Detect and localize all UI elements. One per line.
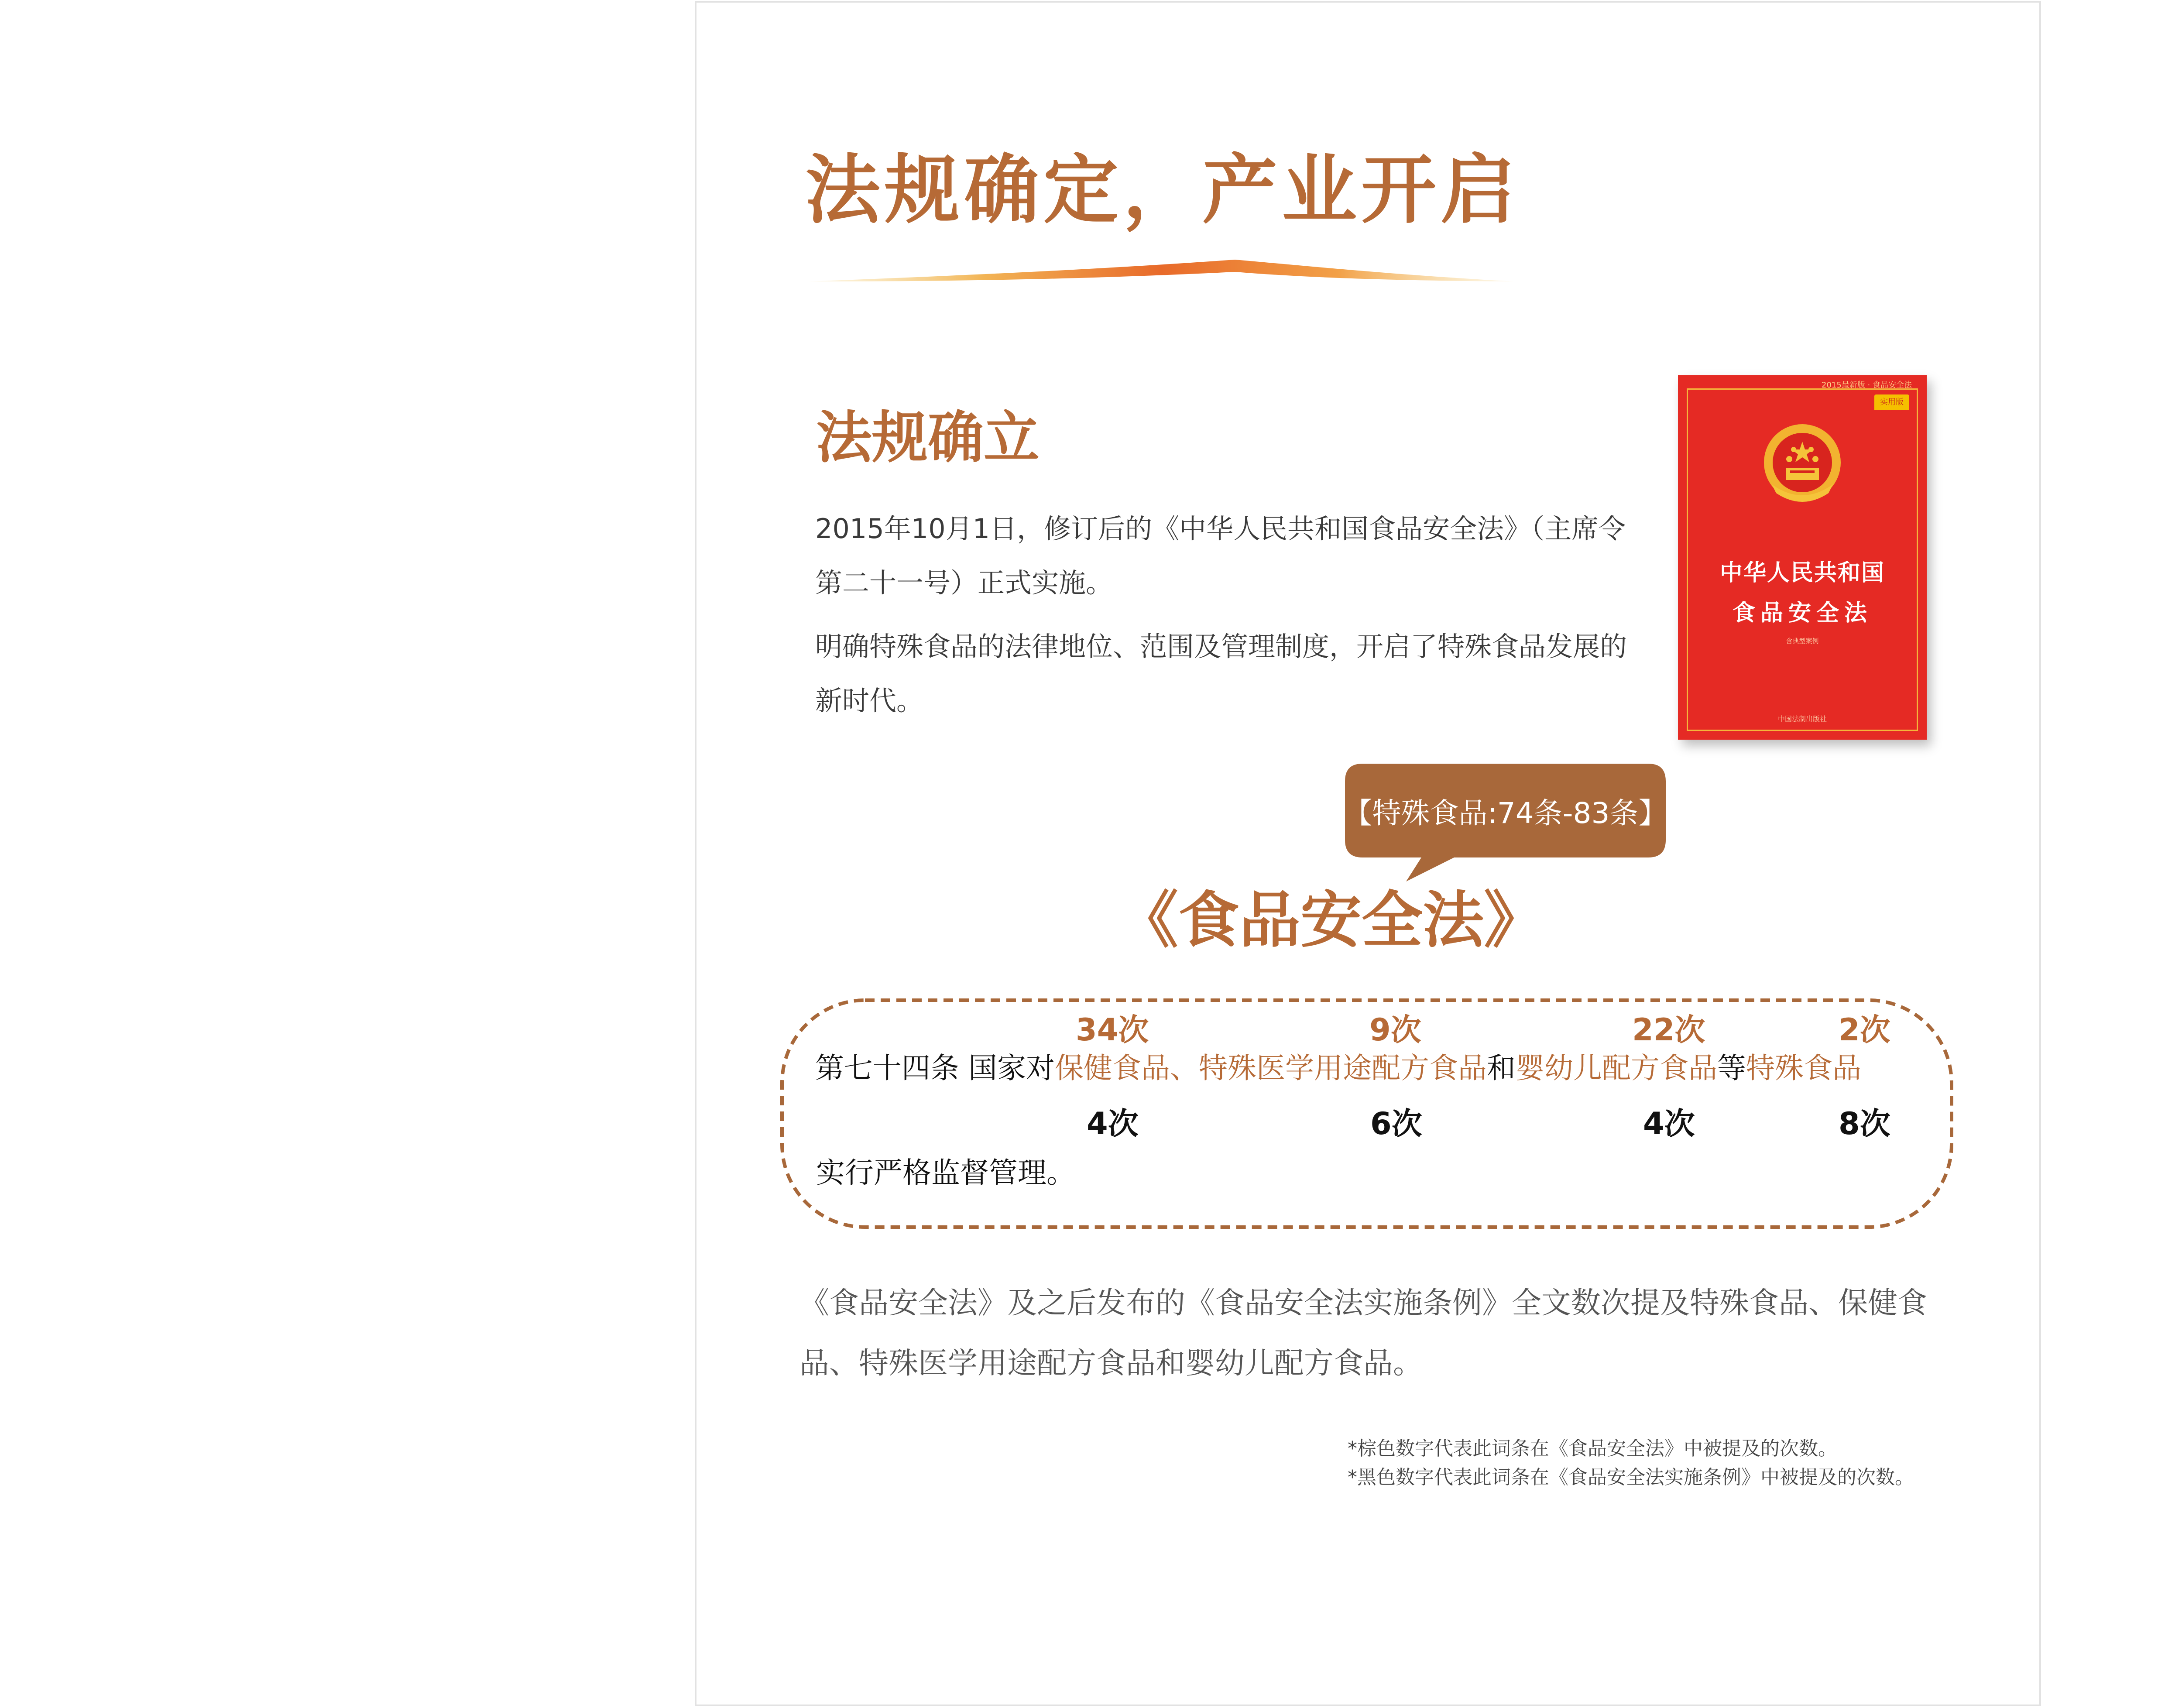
article-closing: 实行严格监督管理。 — [816, 1156, 1075, 1190]
connector-and: 和 — [1486, 1051, 1516, 1085]
book-title-line-2: 食品安全法 — [1732, 600, 1872, 626]
article-text-line — [815, 1051, 1861, 1085]
law-title: 《食品安全法》 — [1117, 885, 1545, 956]
note-black-numbers: *黑色数字代表此词条在《食品安全法实施条例》中被提及的次数。 — [1348, 1466, 1914, 1488]
book-tag: 实用版 — [1874, 394, 1909, 410]
connector-etc: 等 — [1717, 1051, 1746, 1085]
book-subtitle: 含典型案例 — [1786, 637, 1819, 645]
count-reg-medical-food: 6次 — [1370, 1106, 1422, 1142]
count-law-infant-formula: 22次 — [1632, 1012, 1705, 1048]
count-law-special-food: 2次 — [1839, 1012, 1890, 1048]
law-book-cover — [1678, 375, 1927, 740]
count-law-health-food: 34次 — [1076, 1012, 1149, 1048]
intro-paragraph-1: 2015年10月1日，修订后的《中华人民共和国食品安全法》（主席令第二十一号）正式实施。 — [815, 513, 1626, 599]
title-underline-wave — [807, 251, 1514, 290]
section-title: 法规确立 — [816, 405, 1040, 470]
count-reg-infant-formula: 4次 — [1643, 1106, 1695, 1142]
article-prefix: 第七十四条 国家对 — [815, 1051, 1055, 1085]
book-title-line-1: 中华人民共和国 — [1719, 559, 1885, 586]
callout-text: 【特殊食品:74条-83条】 — [1343, 796, 1667, 830]
term-medical-food: 特殊医学用途配方食品 — [1198, 1051, 1487, 1085]
count-reg-special-food: 8次 — [1839, 1106, 1890, 1142]
book-edition-text: 2015最新版 · 食品安全法 — [1822, 381, 1912, 390]
note-brown-numbers: *棕色数字代表此词条在《食品安全法》中被提及的次数。 — [1348, 1437, 1837, 1460]
term-infant-formula: 婴幼儿配方食品 — [1515, 1051, 1717, 1085]
book-publisher: 中国法制出版社 — [1777, 715, 1827, 723]
term-special-food: 特殊食品 — [1746, 1051, 1861, 1085]
term-health-food: 保健食品、 — [1054, 1051, 1199, 1085]
summary-paragraph: 《食品安全法》及之后发布的《食品安全法实施条例》全文数次提及特殊食品、保健食品、特殊医学用途配方食品和婴幼儿配方食品。 — [799, 1286, 1928, 1381]
count-reg-health-food: 4次 — [1087, 1106, 1139, 1142]
article-dashed-frame — [778, 996, 1956, 1231]
intro-paragraph-2: 明确特殊食品的法律地位、范围及管理制度，开启了特殊食品发展的新时代。 — [815, 631, 1627, 717]
main-title: 法规确定，产业开启 — [805, 146, 1520, 234]
national-emblem-icon — [1759, 419, 1846, 506]
count-law-medical-food: 9次 — [1369, 1012, 1421, 1048]
